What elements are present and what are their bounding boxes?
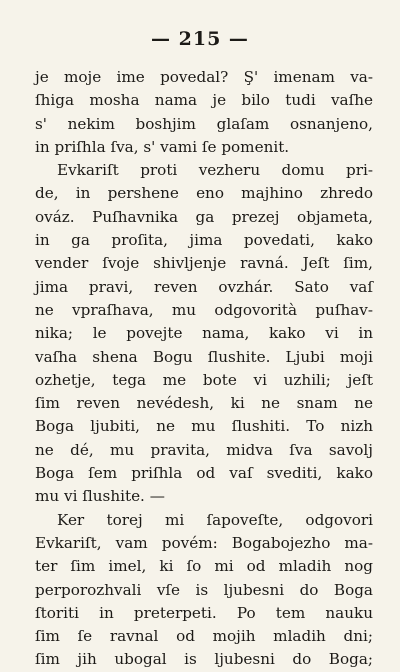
text-line: je moje ime povedal? Ş' imenam va-: [35, 68, 373, 86]
text-line: jima pravi, reven ovzhár. Sato vaſ: [35, 277, 373, 296]
text-line: ter ſim imel, ki ſo mi od mladih nog: [35, 557, 373, 576]
text-line: vender ſvoje shivljenje ravná. Jeſt ſim,: [35, 254, 373, 273]
text-line: s' nekim boshjim glaſam osnanjeno,: [35, 114, 373, 133]
text-line: vaſha shena Bogu ſlushite. Ljubi moji: [35, 347, 373, 366]
page-number: — 215 —: [151, 28, 249, 50]
text-line: perporozhvali vſe is ljubesni do Boga: [35, 580, 373, 599]
text-line: mu vi ſlushite. —: [35, 487, 165, 506]
text-line: ováz. Puſhavnika ga prezej objameta,: [35, 207, 373, 226]
text-line: ſtoriti in preterpeti. Po tem nauku: [35, 603, 373, 622]
text-line: ſim reven nevédesh, ki ne snam ne: [35, 394, 373, 413]
text-line: Ker torej mi ſapoveſte, odgovori: [57, 510, 373, 529]
text-line: ſim jih ubogal is ljubesni do Boga;: [35, 650, 373, 669]
text-line: in priſhla ſva, s' vami ſe pomenit.: [35, 137, 290, 156]
text-line: Boga ljubiti, ne mu ſlushiti. To nizh: [35, 417, 373, 436]
text-line: Boga ſem priſhla od vaſ svediti, kako: [35, 464, 373, 483]
text-line: in ga proſita, jima povedati, kako: [35, 231, 373, 250]
text-line: ne vpraſhava, mu odgovorità puſhav-: [35, 300, 373, 319]
text-line: ne dé, mu pravita, midva ſva savolj: [35, 440, 373, 459]
text-line: Evkariſt proti vezheru domu pri-: [57, 161, 373, 180]
text-line: ozhetje, tega me bote vi uzhili; jeſt: [35, 370, 373, 389]
text-line: ſim ſe ravnal od mojih mladih dni;: [35, 627, 373, 646]
text-line: nika; le povejte nama, kako vi in: [35, 324, 373, 343]
body-text: [35, 66, 373, 672]
text-line: ſhiga mosha nama je bilo tudi vaſhe: [35, 91, 373, 110]
text-line: de, in pershene eno majhino zhredo: [35, 184, 373, 203]
text-line: Evkariſt, vam povém: Bogabojezho ma-: [35, 533, 373, 552]
